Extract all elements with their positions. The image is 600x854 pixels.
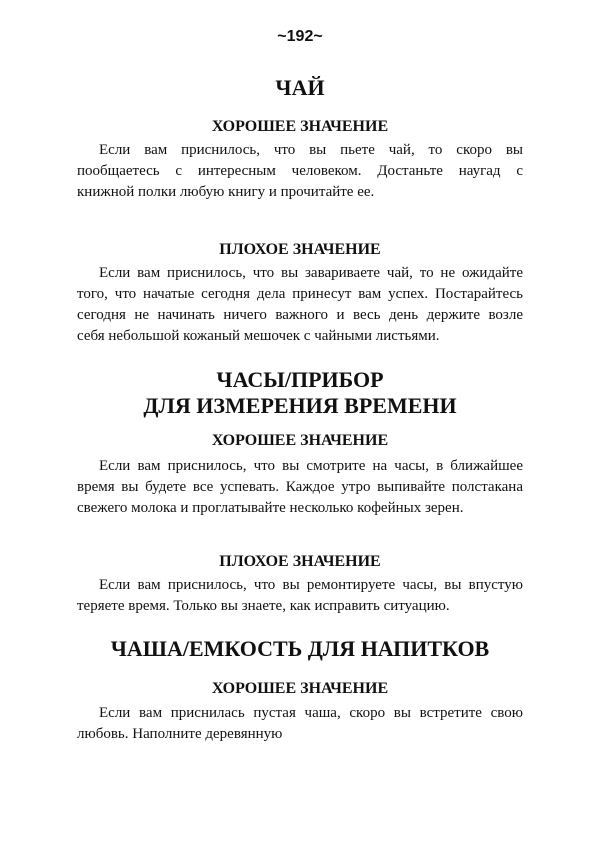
bad-meaning-paragraph xyxy=(77,263,523,347)
text-line: сегодня не начинать ничего важного и весь день держите возле xyxy=(77,307,523,323)
text-line: себя небольшой кожаный мешочек с чайными листьями. xyxy=(77,328,440,344)
text-line: теряете время. Только вы знаете, как исправить ситуацию. xyxy=(77,598,450,614)
text-line: Если вам приснилось, что вы пьете чай, то скоро вы xyxy=(99,142,523,158)
section-title xyxy=(77,367,523,419)
text-line: Если вам приснилась пустая чаша, скоро вы встретите свою xyxy=(99,705,523,721)
text-line: время вы будете все успевать. Каждое утро выпивайте полстакана xyxy=(77,479,523,495)
good-meaning-paragraph xyxy=(77,703,523,745)
bad-meaning-heading: ПЛОХОЕ ЗНАЧЕНИЕ xyxy=(219,241,381,258)
text-line: того, что начатые сегодня дела принесут вам успех. Постарайтесь xyxy=(77,286,523,302)
section-title-line: ЧАСЫ/ПРИБОР xyxy=(216,367,384,392)
section-title-line: ДЛЯ ИЗМЕРЕНИЯ ВРЕМЕНИ xyxy=(143,393,457,418)
text-line: пообщаетесь с интересным человеком. Достаньте наугад с xyxy=(77,163,523,179)
good-meaning-heading: ХОРОШЕЕ ЗНАЧЕНИЕ xyxy=(211,118,389,135)
good-meaning-heading: ХОРОШЕЕ ЗНАЧЕНИЕ xyxy=(211,432,389,449)
good-meaning-paragraph xyxy=(77,140,523,203)
good-meaning-heading: ХОРОШЕЕ ЗНАЧЕНИЕ xyxy=(211,680,389,697)
section-title: ЧАША/ЕМКОСТЬ ДЛЯ НАПИТКОВ xyxy=(110,636,490,661)
text-line: Если вам приснилось, что вы ремонтируете часы, вы впустую xyxy=(99,577,523,593)
good-meaning-paragraph xyxy=(77,456,523,519)
text-line: свежего молока и проглатывайте несколько кофейных зерен. xyxy=(77,500,464,516)
text-line: Если вам приснилось, что вы завариваете чай, то не ожидайте xyxy=(99,265,523,281)
section-title: ЧАЙ xyxy=(275,75,325,100)
text-line: Если вам приснилось, что вы смотрите на часы, в ближайшее xyxy=(99,458,523,474)
text-line: любовь. Наполните деревянную xyxy=(77,726,283,742)
bad-meaning-paragraph xyxy=(77,575,523,617)
bad-meaning-heading: ПЛОХОЕ ЗНАЧЕНИЕ xyxy=(219,553,381,570)
text-line: книжной полки любую книгу и прочитайте ее. xyxy=(77,184,375,200)
page-number: ~192~ xyxy=(277,28,323,45)
